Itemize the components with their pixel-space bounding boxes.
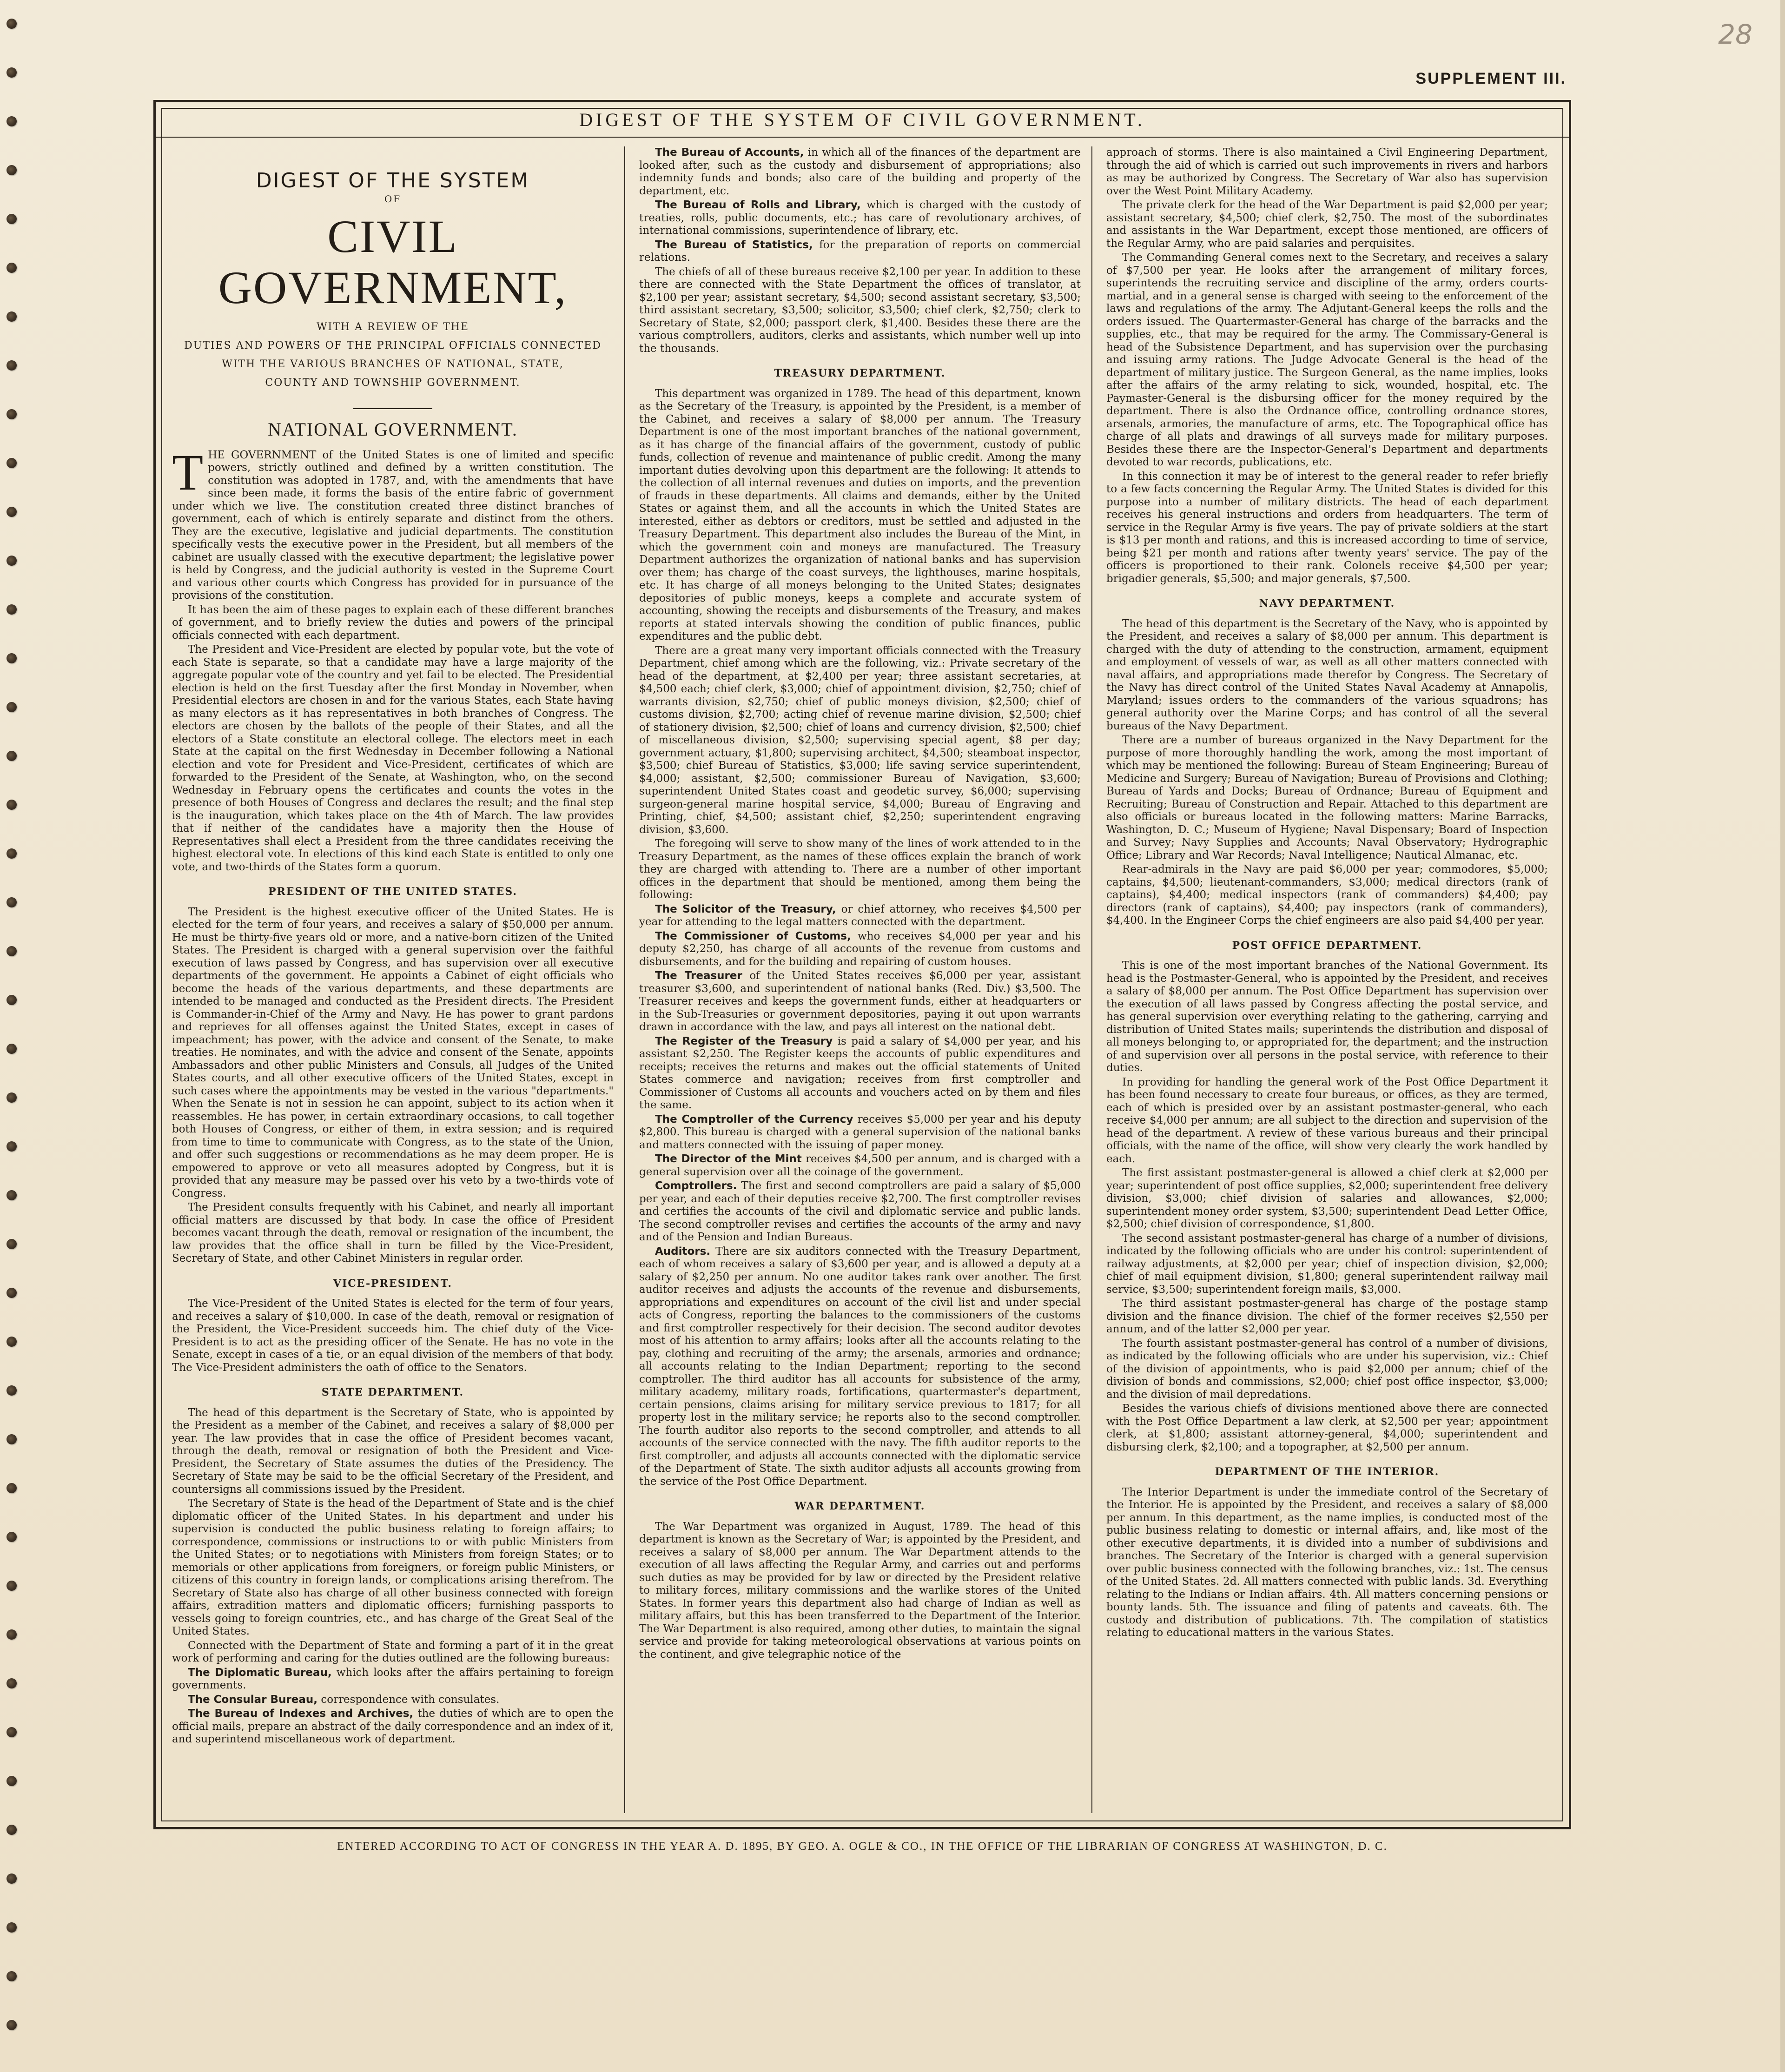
paragraph: The second assistant postmaster-general has charge of a number of divisions, indicated by the following officials who are under his control: superintendent of railway adjustments, at $2,000 per year; chief of inspection division, $2,000; chief of mail equipment division, $1,800; general superintendent railway mail service, $3,500; superintendent foreign mails, $3,000. [1106,1232,1548,1296]
binding-hole [7,1239,17,1249]
office-text: The first and second comptrollers are paid a salary of $5,000 per year, and each of their deputies receive $2,700. The first comptroller revises and certifies the accounts of the civil and diplomatic service and public lands. The second comptroller revises and certifies the accounts of the army and navy and of the Pension and Indian Bureaus. [639,1180,1081,1243]
paragraph: The Secretary of State is the head of the Department of State and is the chief diplomatic officer of the United States. In his department and under his supervision is conducted the public business relating to foreign affairs; to correspondence, commissions or instructions to or with public Ministers from the United States; or to negotiations with Ministers from foreign States; or to memorials or other applications from foreigners, or foreign public Ministers, or citizens of this country in foreign lands, or complications arising therefrom. The Secretary of State also has charge of all other business connected with foreign affairs, extradition matters and diplomatic officers; furnishing passports to vessels going to foreign countries, etc., and has charge of the Great Seal of the United States. [172,1497,614,1637]
section-heading: NATIONAL GOVERNMENT. [268,419,518,440]
binding-hole [7,311,17,322]
office-text: who receives $4,000 per year and his deputy $2,250, has charge of all accounts of the revenue from customs and disbursements, and for the building and repairing of custom houses. [639,930,1081,968]
bureau-text: correspondence with consulates. [321,1693,500,1706]
bureau-text: which looks after the affairs pertaining to foreign governments. [172,1666,614,1691]
binding-hole [7,1141,17,1152]
paragraph [639,970,1081,1034]
section-heading: POST OFFICE DEPARTMENT. [1232,939,1422,952]
binding-hole [7,1776,17,1786]
binding-hole [7,507,17,517]
binding-hole [7,2020,17,2030]
binding-hole [7,1971,17,1981]
binding-hole [7,702,17,712]
section-heading: STATE DEPARTMENT. [321,1386,464,1398]
paragraph: The chiefs of all of these bureaus receive $2,100 per year. In addition to these there are connected with the State Department the offices of translator, at $2,100 per year; assistant secretary, $4,500; second assistant secretary, $3,500; third assistant secretary, $3,500; solicitor, $3,500; chief clerk, $2,750; clerk to Secretary of State, $2,000; passport clerk, $1,400. Besides these there are the various comptrollers, auditors, clerks and assistants, which number well up into the thousands. [639,265,1081,355]
column-2 [639,146,1081,1813]
paragraph [639,146,1081,198]
binding-hole [7,458,17,468]
office-name: The Director of the Mint [655,1153,802,1165]
binding-hole [7,848,17,859]
binding-hole [7,409,17,419]
binding-hole [7,165,17,175]
paragraph [639,1153,1081,1178]
binding-hole [7,800,17,810]
office-name: The Comptroller of the Currency [655,1113,853,1125]
paragraph: The President and Vice-President are elected by popular vote, but the vote of each State is separate, so that a candidate may have a large majority of the aggregate popular vote of the country and yet fail to be elected. The Presidential election is held on the first Tuesday after the first Monday in November, when Presidential electors are chosen in and for the various States, each State having as many electors as it has representatives in both branches of Congress. The electors are chosen by the ballots of the people of their States, and all the electors of a State constitute an electoral college. The electors meet in each State at the capital on the first Wednesday in December following a National election and vote for President and Vice-President, certificates of which are forwarded to the President of the Senate, at Washington, who, on the second Wednesday in February opens the certificates and counts the votes in the presence of both Houses of Congress and declares the result; and the final step is the inauguration, which takes place on the 4th of March. The law provides that if neither of the candidates have a majority then the House of Representatives shall elect a President from the three candidates receiving the highest electoral vote. In elections of this kind each State is entitled to only one vote, and two-thirds of the States form a quorum. [172,643,614,873]
binding-hole [7,214,17,224]
binding-hole [7,751,17,761]
paragraph: This is one of the most important branches of the National Government. Its head is the Postmaster-General, who is appointed by the President, and receives a salary of $8,000 per annum. The Post Office Department has supervision over the execution of all laws passed by Congress affecting the postal service, and has general supervision over everything relating to the gathering, carrying and distribution of United States mails; superintends the distribution and disposal of all moneys belonging to, or appropriated for, the department; and the instruction of and supervision over all persons in the postal service, with reference to their duties. [1106,960,1548,1074]
binding-hole [7,360,17,371]
column-divider [624,146,625,1813]
binding-hole [7,1629,17,1640]
paragraph: There are a great many very important officials connected with the Treasury Department, chief among which are the following, viz.: Private secretary of the head of the department, at $2,400 per year; three assistant secretaries, at $4,500 each; chief clerk, $3,000; chief of appointment division, $2,750; chief of warrants division, $2,750; chief of public moneys division, $2,500; chief of customs division, $2,700; acting chief of revenue marine division, $2,500; chief of stationery division, $2,500; chief of loans and currency division, $2,500; chief of miscellaneous division, $2,500; supervising special agent, $8 per day; government actuary, $1,800; supervising architect, $4,500; steamboat inspector, $3,500; chief Bureau of Statistics, $3,000; life saving service superintendent, $4,000; assistant, $2,500; commissioner Bureau of Navigation, $3,600; superintendent United States coast and geodetic survey, $6,000; supervising surgeon-general marine hospital service, $4,000; Bureau of Engraving and Printing, chief, $4,500; assistant chief, $2,250; superintendent engraving division, $3,600. [639,644,1081,836]
binding-hole [7,19,17,29]
office-text: is paid a salary of $4,000 per year, and his assistant $2,250. The Register keeps the accounts of public expenditures and receipts; receives the returns and makes out the official statements of United States commerce and navigation; receives from first comptroller and Commissioner of Customs all accounts and vouchers acted on by them and files the same. [639,1035,1081,1111]
office-name: The Solicitor of the Treasury, [655,903,836,915]
subtitle-3: WITH THE VARIOUS BRANCHES OF NATIONAL, STATE, [222,358,564,370]
paragraph [639,1035,1081,1112]
column-divider [1091,146,1092,1813]
paragraph: Connected with the Department of State and forming a part of it in the great work of performing and caring for the duties outlined are the following bureaus: [172,1639,614,1664]
paragraph: The Interior Department is under the immediate control of the Secretary of the Interior. He is appointed by the President, and receives a salary of $8,000 per annum. In this department, as the name implies, is conducted most of the public business relating to domestic or internal affairs, and, like most of the other executive departments, it is divided into a number of subdivisions and branches. The Secretary of the Interior is charged with a general supervision over public business connected with the following branches, viz.: 1st. The census of the United States. 2d. All matters connected with public lands. 3d. Everything relating to the Indians or Indian affairs. 4th. All matters concerning pensions or bounty lands. 5th. The issuance and filing of patents and caveats. 6th. The custody and distribution of publications. 7th. The compilation of statistics relating to educational matters in the various States. [1106,1486,1548,1639]
binding-hole [7,1288,17,1298]
page-edge [1780,0,1785,2072]
paragraph: The War Department was organized in August, 1789. The head of this department is known as the Secretary of War; is appointed by the President, and receives a salary of $8,000 per annum. The War Department attends to the execution of all laws affecting the Regular Army, and carries out and performs such duties as may be provided for by law or directed by the President relative to military forces, military commissions and the warlike stores of the United States. In former years this department also had charge of Indian as well as military affairs, but this has been transferred to the Department of the Interior. The War Department is also required, among other duties, to maintain the signal service and provide for taking meteorological observations at various points on the continent, and give telegraphic notice of the [639,1520,1081,1661]
paragraph: This department was organized in 1789. The head of this department, known as the Secretary of the Treasury, is appointed by the President, is a member of the Cabinet, and receives a salary of $8,000 per annum. The Treasury Department is one of the most important branches of the national government, as it has charge of the financial affairs of the government, custody of public funds, collection of revenue and maintenance of public credit. Among the many important duties devolving upon this department are the following: It attends to the collection of all internal revenues and duties on imports, and the prevention of frauds in these departments. All claims and demands, either by the United States or against them, and all the accounts in which the United States are interested, either as debtors or creditors, must be settled and adjusted in the Treasury Department. This department also includes the Bureau of the Mint, in which the government coin and moneys are manufactured. The Treasury Department authorizes the organization of national banks and has supervision over them; has charge of the coast surveys, the lighthouses, marine hospitals, etc. It has charge of all moneys belonging to the United States; designates depositories of public moneys, keeps a complete and accurate system of accounting, showing the receipts and disbursements of the Treasury, and makes reports at stated intervals showing the condition of public finances, public expenditures and the public debt. [639,387,1081,642]
office-name: The Commissioner of Customs, [655,930,851,942]
binding-holes [0,0,28,2072]
paragraph: The third assistant postmaster-general has charge of the postage stamp division and the finance division. The chief of the former receives $2,550 per annum, and of the latter $2,000 per year. [1106,1297,1548,1335]
main-title: CIVIL GOVERNMENT, [218,211,568,313]
binding-hole [7,1581,17,1591]
bureau-name: The Consular Bureau, [188,1693,318,1706]
binding-hole [7,1337,17,1347]
binding-hole [7,1678,17,1688]
page-number: 28 [1718,19,1752,50]
subtitle-4: COUNTY AND TOWNSHIP GOVERNMENT. [265,377,521,389]
binding-hole [7,1483,17,1493]
paragraph [172,1708,614,1746]
binding-hole [7,67,17,78]
title-line: DIGEST OF THE SYSTEM [256,169,530,192]
paragraph: The fourth assistant postmaster-general has control of a number of divisions, as indicated by the following officials who are under his supervision, viz.: Chief of the division of appointments, who is paid $2,000 per annum; chief of the division of bonds and commissions, $2,000; chief post office inspector, $3,000; and the division of mail depredations. [1106,1337,1548,1401]
title-of: OF [384,193,402,205]
binding-hole [7,556,17,566]
paragraph [639,1245,1081,1489]
subtitle-2: DUTIES AND POWERS OF THE PRINCIPAL OFFICIALS CONNECTED [184,340,602,351]
article-frame [153,100,1571,1829]
section-heading: NAVY DEPARTMENT. [1259,597,1395,609]
office-name: Auditors. [655,1245,711,1258]
binding-hole [7,1434,17,1444]
paragraph [639,199,1081,238]
paragraph: The President is the highest executive officer of the United States. He is elected for the term of four years, and receives a salary of $50,000 per annum. He must be thirty-five years old or more, and a native-born citizen of the United States. The President is charged with a general supervision over the faithful execution of laws passed by Congress, and has supervision over all executive departments of the government. He appoints a Cabinet of eight officials who become the heads of the various departments, and these departments are intended to be managed and conducted as the President directs. The President is Commander-in-Chief of the Army and Navy. He has power to grant pardons and reprieves for all offenses against the United States, except in cases of impeachment; has power, with the advice and consent of the Senate, to make treaties. He nominates, and with the advice and consent of the Senate, appoints Ambassadors and other public Ministers and Consuls, all Judges of the United States courts, and all other executive officers of the United States, except in such cases where the appointments may be vested in the various "departments." When the Senate is not in session he can appoint, subject to its action when it reassembles. He has power, in certain extraordinary occasions, to call together both Houses of Congress, or either of them, in extra session; and is required from time to time to communicate with Congress, as to the state of the Union, and offer such suggestions or recommendations as he may deem proper. He is empowered to approve or veto all measures adopted by Congress, but it is provided that any measure may be passed over his veto by a two-thirds vote of Congress. [172,906,614,1199]
binding-hole [7,897,17,907]
paragraph: It has been the aim of these pages to explain each of these different branches of government, and to briefly review the duties and powers of the principal officials connected with each department. [172,603,614,642]
paragraph: The Commanding General comes next to the Secretary, and receives a salary of $7,500 per year. He looks after the arrangement of military forces, superintends the recruiting service and discipline of the army, orders courts-martial, and in a general sense is charged with seeing to the enforcement of the laws and regulations of the army. The Adjutant-General keeps the rolls and the orders issued. The Quartermaster-General has charge of the barracks and the supplies, etc., that may be required for the army. The Commissary-General is head of the Subsistence Department, and has supervision over the purchasing and issuing army rations. The Judge Advocate General is the head of the department of military justice. The Surgeon General, as the name implies, looks after the affairs of the army relating to sick, wounded, hospital, etc. The Paymaster-General is the disbursing officer for the money required by the department. There is also the Ordnance office, controlling ordnance stores, arsenals, armories, the manufacture of arms, etc. The Topographical office has charge of all plats and drawings of all surveys made for military purposes. Besides these there are the Inspector-General's Department and departments devoted to war records, publications, etc. [1106,252,1548,468]
office-text: There are six auditors connected with the Treasury Department, each of whom receives a salary of $3,600 per year, and is allowed a deputy at a salary of $2,250 per annum. No one auditor takes rank over another. The first auditor receives and adjusts the accounts of the revenue and disbursements, appropriations and expenditures on account of the civil list and under special acts of Congress, reporting the balances to the commissioners of the customs and first comptroller respectively for their decision. The second auditor devotes most of his attention to army affairs; looks after all the accounts relating to the pay, clothing and recruiting of the army; the arsenals, armories and ordnance; all accounts relating to the Indian Department; reporting to the second comptroller. The third auditor has all accounts for subsistence of the army, military academy, military roads, fortifications, quartermaster's department, certain pensions, claims arising for military service previous to 1817; for all property lost in the military service; he reports also to the second comptroller. The fourth auditor also reports to the second comptroller, and attends to all accounts of the service connected with the navy. The fifth auditor reports to the first comptroller, and adjusts all accounts connected with the diplomatic service of the Department of State. The sixth auditor adjusts all accounts growing from the service of the Post Office Department. [639,1245,1081,1488]
office-text: receives $5,000 per year and his deputy $2,800. This bureau is charged with a general supervision of the national banks and matters connected with the issuing of paper money. [639,1113,1081,1151]
binding-hole [7,1873,17,1884]
paragraph [639,930,1081,969]
bureau-name: The Bureau of Rolls and Library, [655,199,861,211]
paragraph: The President consults frequently with his Cabinet, and nearly all important official matters are discussed by that body. In case the office of President becomes vacant through the death, removal or resignation of the incumbent, the law provides that the office shall in turn be filled by the Vice-President, Secretary of State, and other Cabinet Ministers in regular order. [172,1201,614,1264]
paragraph-text: HE GOVERNMENT of the United States is one of limited and specific powers, strictly outlined and defined by a written constitution. The constitution was adopted in 1787, and, with the amendments that have since been made, it forms the basis of the entire fabric of government under which we live. The constitution created three distinct branches of government, each of which is entirely separate and distinct from the others. They are the executive, legislative and judicial departments. The constitution specifically vests the executive power in the President, but all members of the cabinet are usually classed with the executive department; the legislative power is held by Congress, and the judicial authority is vested in the Supreme Court and various other courts which Congress has provided for in pursuance of the provisions of the constitution. [172,449,614,602]
paragraph [639,903,1081,929]
paragraph: The first assistant postmaster-general is allowed a chief clerk at $2,000 per year; superintendent of post office supplies, $2,000; superintendent free delivery division, $3,000; chief division of salaries and allowances, $2,000; superintendent money order system, $3,500; superintendent Dead Letter Office, $2,500; chief division of correspondence, $1,800. [1106,1167,1548,1230]
title-block [172,169,614,409]
section-heading: VICE-PRESIDENT. [333,1277,453,1290]
paragraph: The Vice-President of the United States is elected for the term of four years, and receives a salary of $10,000. In case of the death, removal or resignation of the President, the Vice-President succeeds him. The chief duty of the Vice-President is to act as the presiding officer of the Senate. He has no vote in the Senate, except in cases of a tie, or an equal division of the members of that body. The Vice-President administers the oath of office to the Senators. [172,1297,614,1374]
binding-hole [7,1092,17,1103]
section-heading: DEPARTMENT OF THE INTERIOR. [1215,1466,1440,1478]
paragraph [639,1113,1081,1152]
binding-hole [7,263,17,273]
bureau-text: which is charged with the custody of treaties, rolls, public documents, etc.; has care of revolutionary archives, of international commissions, superintendence of library, etc. [639,199,1081,237]
paragraph: In providing for handling the general work of the Post Office Department it has been found necessary to create four bureaus, or offices, as they are termed, each of which is presided over by an assistant postmaster-general, who each receive $4,000 per annum; are all subject to the direction and supervision of the head of the department. A review of these various bureaus and their principal officials, with the name of the office, will show very clearly the work handled by each. [1106,1076,1548,1165]
bureau-name: The Bureau of Indexes and Archives, [188,1708,414,1720]
paragraph: In this connection it may be of interest to the general reader to refer briefly to a few facts concerning the Regular Army. The United States is divided for this purpose into a number of military districts. The head of each department receives his general instructions and orders from headquarters. The term of service in the Regular Army is five years. The pay of private soldiers at the start is $13 per month and rations, and this is increased according to time of service, being $21 per month and rations after twenty years' service. The pay of the officers is proportioned to their rank. Colonels receive $4,500 per year; brigadier generals, $5,500; and major generals, $7,500. [1106,470,1548,585]
bureau-name: The Bureau of Statistics, [655,238,813,251]
binding-hole [7,653,17,663]
binding-hole [7,1385,17,1396]
column-1 [172,146,614,1813]
binding-hole [7,946,17,956]
subtitle-line [172,318,614,392]
binding-hole [7,1190,17,1200]
binding-hole [7,1532,17,1542]
binding-hole [7,604,17,615]
office-text: or chief attorney, who receives $4,500 per year for attending to the legal matters connected with the department. [639,903,1081,928]
binding-hole [7,116,17,126]
bureau-text: the duties of which are to open the official mails, prepare an abstract of the daily correspondence and an index of it, and superintend miscellaneous work of department. [172,1708,614,1745]
paragraph: There are a number of bureaus organized in the Navy Department for the purpose of more thoroughly handling the work, among the most important of which may be mentioned the following: Bureau of Steam Engineering; Bureau of Medicine and Surgery; Bureau of Navigation; Bureau of Provisions and Clothing; Bureau of Yards and Docks; Bureau of Ordnance; Bureau of Equipment and Recruiting; Bureau of Construction and Repair. Attached to this department are also officials or bureaus located in the following matters: Marine Barracks, Washington, D. C.; Museum of Hygiene; Naval Dispensary; Board of Inspection and Survey; Navy Supplies and Accounts; Naval Observatory; Hydrographic Office; Library and War Records; Naval Intelligence; Nautical Almanac, etc. [1106,734,1548,861]
drop-cap: T [172,444,204,501]
section-heading: PRESIDENT OF THE UNITED STATES. [268,886,518,898]
copyright-footer: ENTERED ACCORDING TO ACT OF CONGRESS IN THE YEAR A. D. 1895, BY GEO. A. OGLE & CO., IN THE OFFICE OF THE LIBRARIAN OF CONGRESS AT WASHINGTON, D. C. [337,1840,1388,1853]
paragraph: The head of this department is the Secretary of the Navy, who is appointed by the President, and receives a salary of $8,000 per annum. This department is charged with the duty of attending to the construction, armament, equipment and employment of vessels of war, as well as all other matters connected with naval affairs, and appropriations made therefor by Congress. The Secretary of the Navy has direct control of the United States Naval Academy at Annapolis, Maryland; issues orders to the commanders of the various squadrons; has general authority over the Marine Corps; and has control of all the several bureaus of the Navy Department. [1106,617,1548,732]
bureau-name: The Diplomatic Bureau, [188,1666,332,1679]
binding-hole [7,1044,17,1054]
paragraph [172,1667,614,1692]
paragraph: approach of storms. There is also maintained a Civil Engineering Department, through the aid of which is carried out such improvements in rivers and harbors as may be authorized by Congress. The Secretary of War also has supervision over the West Point Military Academy. [1106,146,1548,197]
bureau-name: The Bureau of Accounts, [655,146,804,159]
paragraph: The head of this department is the Secretary of State, who is appointed by the President as a member of the Cabinet, and receives a salary of $8,000 per year. The law provides that in case the office of President becomes vacant, through the death, removal or resignation of both the President and Vice-President, the Secretary of State assumes the duties of the Presidency. The Secretary of State may be said to be the official Secretary of the President, and countersigns all commissions issued by the President. [172,1406,614,1496]
paragraph [639,239,1081,265]
banner-title: DIGEST OF THE SYSTEM OF CIVIL GOVERNMENT. [156,109,1569,138]
column-3 [1106,146,1548,1813]
office-text: receives $4,500 per annum, and is charged with a general supervision over all the coinage of the government. [639,1153,1081,1178]
office-name: The Register of the Treasury [655,1035,833,1047]
bureau-text: for the preparation of reports on commercial relations. [639,238,1081,264]
subtitle-1: WITH A REVIEW OF THE [316,321,469,333]
binding-hole [7,1922,17,1933]
title-rule [353,408,432,409]
section-heading: WAR DEPARTMENT. [794,1500,926,1512]
paragraph: Rear-admirals in the Navy are paid $6,000 per year; commodores, $5,000; captains, $4,500; lieutenant-commanders, $3,000; medical directors (rank of captains), $4,400; medical inspectors (rank of commanders) $4,400; pay directors (rank of captains), $4,400; pay inspectors (rank of commanders), $4,400. In the Engineer Corps the chief engineers are also paid $4,400 per year. [1106,863,1548,927]
office-name: The Treasurer [655,970,742,982]
supplement-label: SUPPLEMENT III. [1415,70,1567,87]
paragraph: The private clerk for the head of the War Department is paid $2,000 per year; assistant secretary, $4,500; chief clerk, $2,750. The most of the subordinates and assistants in the War Department, except those mentioned, are officers of the Regular Army, who are paid salaries and perquisites. [1106,199,1548,250]
binding-hole [7,995,17,1005]
binding-hole [7,1727,17,1737]
paragraph: Besides the various chiefs of divisions mentioned above there are connected with the Post Office Department a law clerk, at $2,500 per year; appointment clerk, at $1,800; assistant attorney-general, $4,000; superintendent and disbursing clerk, $2,100; and a topographer, at $2,500 per annum. [1106,1403,1548,1453]
paragraph [639,1180,1081,1244]
office-name: Comptrollers. [655,1180,737,1192]
paragraph: The foregoing will serve to show many of the lines of work attended to in the Treasury Department, as the names of these offices explain the branch of work they are charged with attending to. There are a number of other important offices in the department that should be mentioned, among them being the following: [639,838,1081,901]
bureau-text: in which all of the finances of the department are looked after, such as the custody and disbursement of appropriations; also indemnity funds and bonds; also care of the building and property of the department, etc. [639,146,1081,197]
binding-hole [7,1825,17,1835]
section-heading: TREASURY DEPARTMENT. [774,367,946,379]
paragraph [172,1694,614,1707]
paragraph [172,444,614,602]
office-text: of the United States receives $6,000 per year, assistant treasurer $3,600, and superintendent of national banks (Red. Div.) $3,500. The Treasurer receives and keeps the government funds, either at headquarters or in the Sub-Treasuries or government depositories, paying it out upon warrants drawn in accordance with the law, and pays all interest on the national debt. [639,970,1081,1033]
